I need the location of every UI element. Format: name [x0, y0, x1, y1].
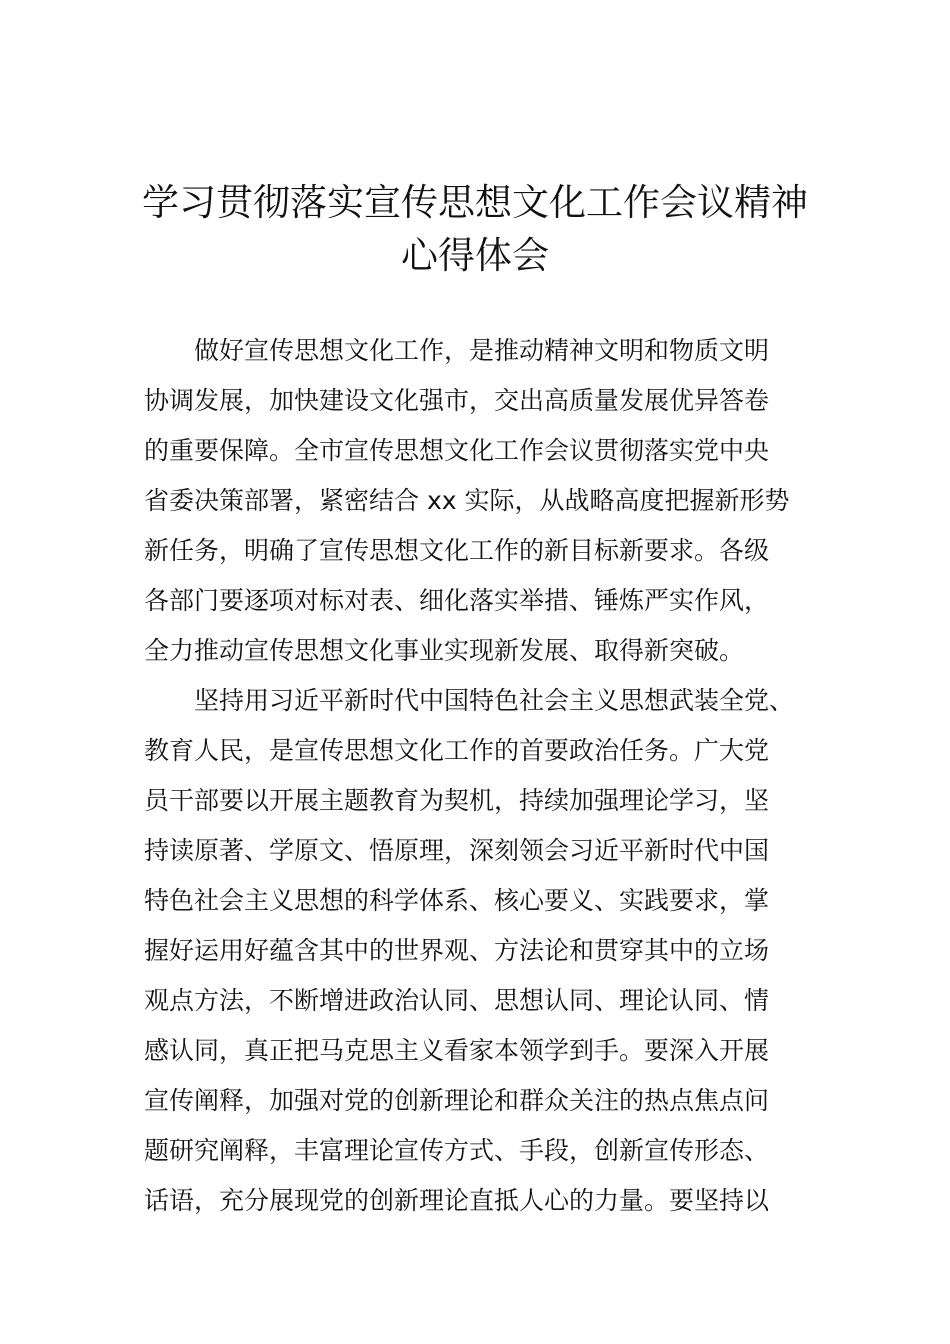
text-line: 协调发展，加快建设文化强市，交出高质量发展优异答卷 — [144, 386, 770, 415]
paragraph — [144, 326, 824, 676]
text-line: 员干部要以开展主题教育为契机，持续加强理论学习，坚 — [144, 786, 770, 815]
document-title — [120, 176, 830, 282]
text-line: 坚持用习近平新时代中国特色社会主义思想武装全党、 — [194, 686, 795, 715]
text-line: 的重要保障。全市宣传思想文化工作会议贯彻落实党中央 — [144, 436, 770, 465]
title-line: 学习贯彻落实宣传思想文化工作会议精神 — [142, 181, 808, 224]
text-line: 特色社会主义思想的科学体系、核心要义、实践要求，掌 — [144, 886, 770, 915]
text-line: 各部门要逐项对标对表、细化落实举措、锤炼严实作风， — [144, 586, 770, 615]
text-line: 话语，充分展现党的创新理论直抵人心的力量。要坚持以 — [144, 1186, 770, 1215]
text-line: 感认同，真正把马克思主义看家本领学到手。要深入开展 — [144, 1036, 770, 1065]
text-line: 省委决策部署，紧密结合 xx 实际，从战略高度把握新形势 — [144, 486, 790, 515]
text-line: 持读原著、学原文、悟原理，深刻领会习近平新时代中国 — [144, 836, 770, 865]
text-line: 新任务，明确了宣传思想文化工作的新目标新要求。各级 — [144, 536, 770, 565]
text-line: 题研究阐释，丰富理论宣传方式、手段，创新宣传形态、 — [144, 1136, 770, 1165]
title-line: 心得体会 — [401, 234, 549, 277]
paragraph — [144, 676, 824, 1226]
document-body — [144, 326, 824, 1226]
text-line: 做好宣传思想文化工作，是推动精神文明和物质文明 — [194, 336, 770, 365]
text-line: 教育人民，是宣传思想文化工作的首要政治任务。广大党 — [144, 736, 770, 765]
text-line: 握好运用好蕴含其中的世界观、方法论和贯穿其中的立场 — [144, 936, 770, 965]
text-line: 观点方法，不断增进政治认同、思想认同、理论认同、情 — [144, 986, 770, 1015]
text-line: 全力推动宣传思想文化事业实现新发展、取得新突破。 — [144, 636, 745, 665]
text-line: 宣传阐释，加强对党的创新理论和群众关注的热点焦点问 — [144, 1086, 770, 1115]
